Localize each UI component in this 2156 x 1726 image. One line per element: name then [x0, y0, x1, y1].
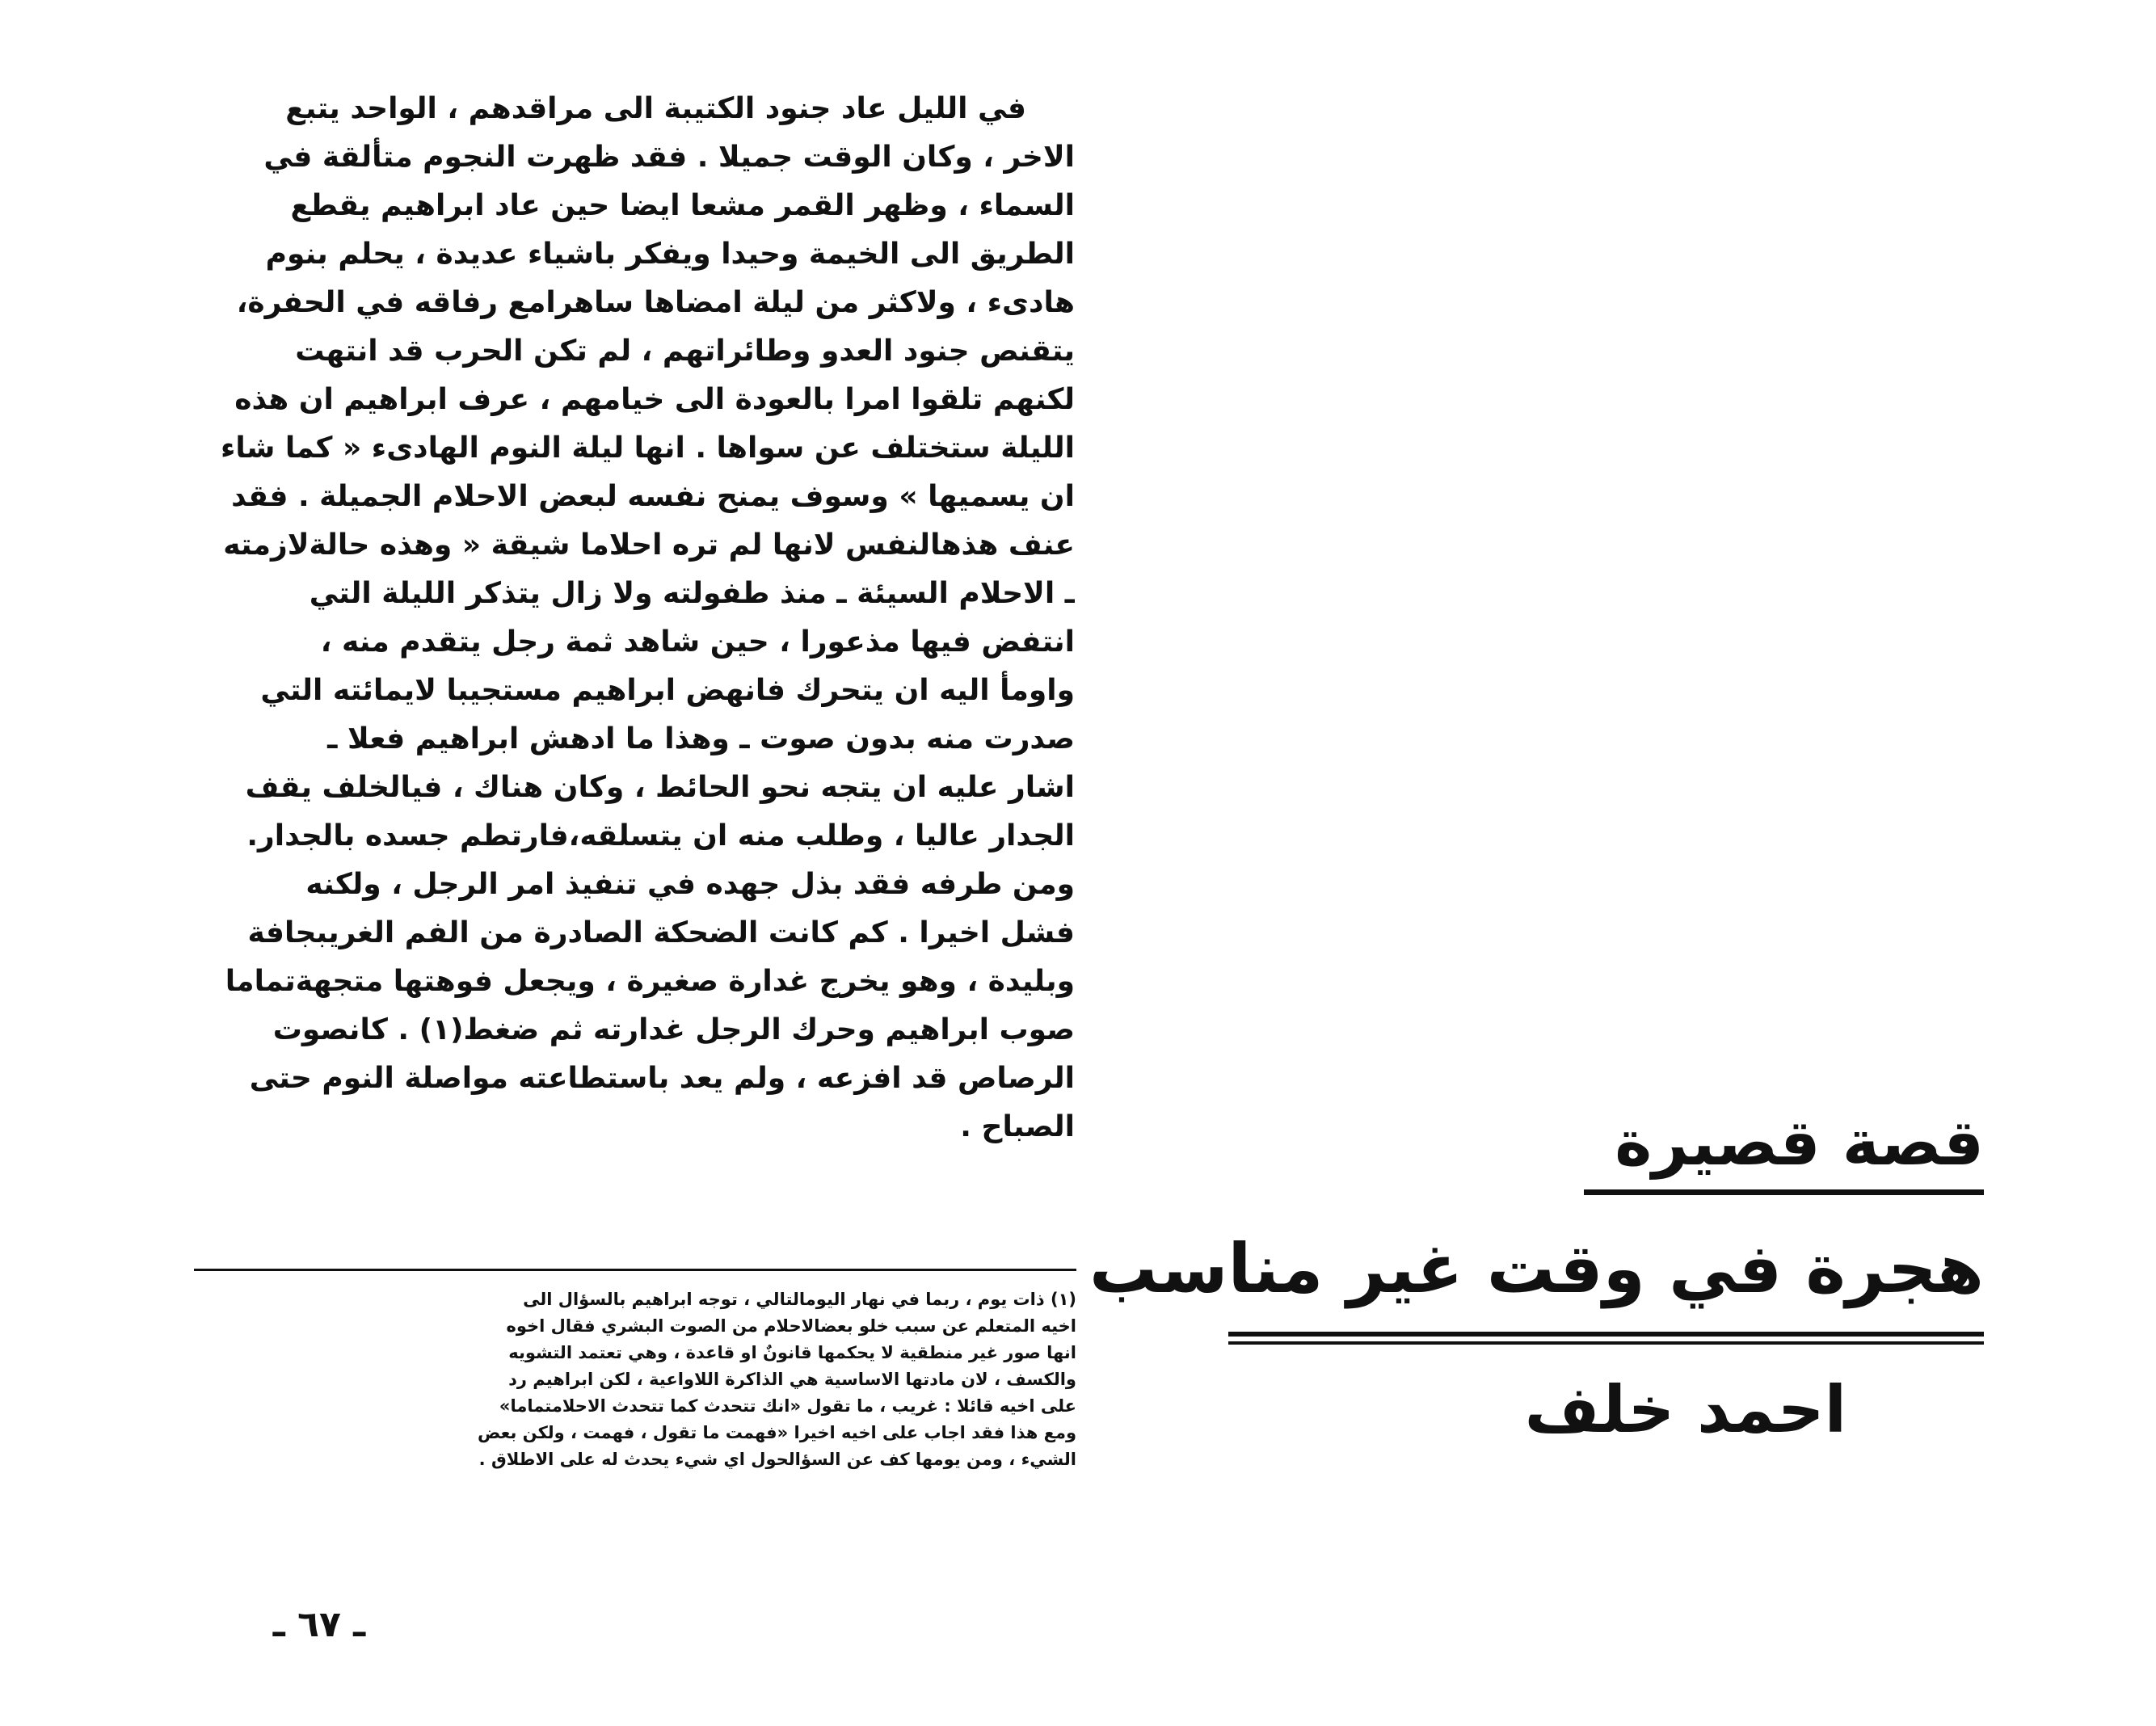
body-line: عنف هذهالنفس لانها لم تره احلاما شيقة « وهذه حالةلازمته [223, 528, 1075, 562]
body-line: الاخر ، وكان الوقت جميلا . فقد ظهرت النجوم متألقة في [263, 141, 1075, 174]
title-rule-top [1228, 1332, 1984, 1337]
body-line: هادىء ، ولاكثر من ليلة امضاها ساهرامع رفاقه في الحفرة، [236, 286, 1075, 319]
body-line: اشار عليه ان يتجه نحو الحائط ، وكان هناك ، فيالخلف يقف [245, 771, 1075, 804]
footnotes [194, 1286, 1076, 1473]
body-line: الصباح . [960, 1110, 1075, 1143]
body-line: انتفض فيها مذعورا ، حين شاهد ثمة رجل يتقدم منه ، [320, 625, 1075, 659]
body-line: ومن طرفه فقد بذل جهده في تنفيذ امر الرجل ، ولكنه [305, 868, 1075, 901]
body-line: وبليدة ، وهو يخرج غدارة صغيرة ، ويجعل فوهتها متجهةتماما [225, 965, 1075, 998]
story-title: هجرة في وقت غير مناسب [1089, 1229, 1984, 1308]
body-line: صدرت منه بدون صوت ـ وهذا ما ادهش ابراهيم فعلا ـ [327, 722, 1075, 756]
footnote-line: ومع هذا فقد اجاب على اخيه اخيرا «فهمت ما تقول ، فهمت ، ولكن بعض [477, 1423, 1076, 1442]
body-line: يتقنص جنود العدو وطائراتهم ، لم تكن الحرب قد انتهت [295, 335, 1075, 368]
body-line: السماء ، وظهر القمر مشعا ايضا حين عاد ابراهيم يقطع [290, 189, 1075, 222]
body-line: صوب ابراهيم وحرك الرجل غدارته ثم ضغط(١) . كانصوت [272, 1013, 1075, 1046]
footnote-line: الشيء ، ومن يومها كف عن السؤالحول اي شيء يحدث له على الاطلاق . [478, 1450, 1076, 1469]
body-line: الرصاص قد افزعه ، ولم يعد باستطاعته مواصلة النوم حتى [249, 1062, 1075, 1095]
body-line: ـ الاحلام السيئة ـ منذ طفولته ولا زال يتذكر الليلة التي [309, 577, 1075, 610]
body-line: في الليل عاد جنود الكتيبة الى مراقدهم ، الواحد يتبع [285, 92, 1026, 125]
title-rule-bottom [1228, 1341, 1984, 1345]
author-name: احمد خلف [1524, 1372, 1846, 1447]
body-line: لكنهم تلقوا امرا بالعودة الى خيامهم ، عرف ابراهيم ان هذه [234, 383, 1075, 416]
page-number: ـ ٦٧ ـ [272, 1604, 366, 1645]
footnote-line: والكسف ، لان مادتها الاساسية هي الذاكرة اللاواعية ، لكن ابراهيم رد [508, 1370, 1076, 1389]
body-line: واومأ اليه ان يتحرك فانهض ابراهيم مستجيبا لايمائته التي [260, 674, 1075, 707]
body-line: الليلة ستختلف عن سواها . انها ليلة النوم الهادىء « كما شاء [221, 432, 1075, 465]
story-type-label: قصة قصيرة [1615, 1107, 1984, 1180]
label-underline [1584, 1189, 1984, 1195]
footnote-line: انها صور غير منطقية لا يحكمها قانونٌ او قاعدة ، وهي تعتمد التشويه [508, 1343, 1076, 1362]
body-line: فشل اخيرا . كم كانت الضحكة الصادرة من الفم الغريبجافة [247, 916, 1075, 949]
footnote-line: على اخيه قائلا : غريب ، ما تقول «انك تتحدث كما تتحدث الاحلامتماما» [499, 1396, 1076, 1416]
body-line: الجدار عاليا ، وطلب منه ان يتسلقه،فارتطم جسده بالجدار. [246, 819, 1075, 852]
footnote-line: (١) ذات يوم ، ربما في نهار اليومالتالي ، توجه ابراهيم بالسؤال الى [523, 1290, 1076, 1309]
body-line: الطريق الى الخيمة وحيدا ويفكر باشياء عديدة ، يحلم بنوم [265, 238, 1075, 271]
footnote-line: اخيه المتعلم عن سبب خلو بعضالاحلام من الصوت البشري فقال اخوه [506, 1316, 1076, 1336]
story-body [190, 85, 1075, 1151]
body-line: ان يسميها » وسوف يمنح نفسه لبعض الاحلام الجميلة . فقد [231, 480, 1075, 513]
footnote-separator [194, 1269, 1076, 1271]
